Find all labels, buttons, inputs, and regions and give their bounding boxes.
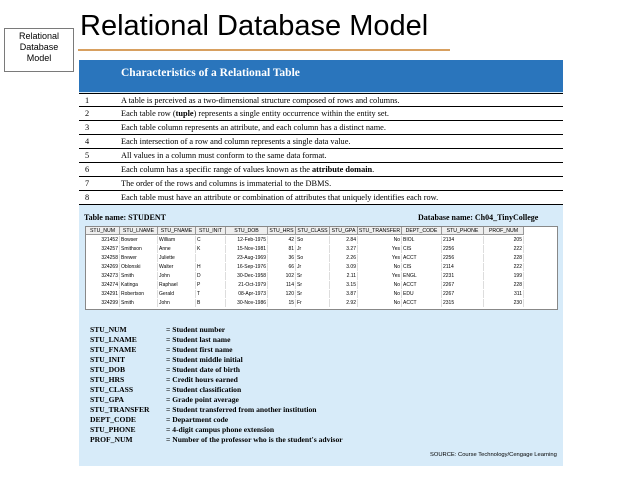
table-cell: 2114 (442, 263, 484, 271)
table-cell: No (358, 299, 402, 307)
table-cell: No (358, 281, 402, 289)
table-column-header: STU_NUM (86, 227, 120, 235)
table-cell: Bowser (120, 236, 158, 244)
legend-key: STU_FNAME (90, 345, 137, 354)
table-cell: 2256 (442, 245, 484, 253)
table-cell: Yes (358, 254, 402, 262)
table-column-header: STU_LNAME (120, 227, 158, 235)
characteristic-number: 5 (85, 151, 90, 160)
table-cell: 2.26 (330, 254, 358, 262)
bold-term: tuple (175, 109, 194, 118)
table-cell: No (358, 290, 402, 298)
table-cell: 30-Nov-1986 (226, 299, 268, 307)
table-cell: ACCT (402, 254, 442, 262)
table-cell: 36 (268, 254, 296, 262)
section-label-box (4, 28, 74, 72)
table-cell: Katinga (120, 281, 158, 289)
characteristic-text: Each table column represents an attribute, and each column has a distinct name. (121, 123, 386, 132)
characteristic-number: 8 (85, 193, 90, 202)
table-column-header: DEPT_CODE (402, 227, 442, 235)
characteristic-number: 1 (85, 96, 90, 105)
table-name-label: Table name: STUDENT (84, 213, 166, 222)
table-cell: 08-Apr-1973 (226, 290, 268, 298)
legend-row (90, 415, 510, 425)
table-cell: Fr (296, 299, 330, 307)
table-cell: Brewer (120, 254, 158, 262)
legend-key: STU_LNAME (90, 335, 137, 344)
legend-row (90, 395, 510, 405)
section-label-line: Relational (18, 31, 60, 41)
legend-value: = Student first name (166, 345, 233, 354)
characteristic-row (79, 135, 563, 149)
table-cell: 15-Nov-1981 (226, 245, 268, 253)
legend-value: = Number of the professor who is the student's advisor (166, 435, 343, 444)
table-cell: B (196, 299, 226, 307)
student-table (85, 226, 558, 310)
characteristic-number: 4 (85, 137, 90, 146)
legend-key: STU_CLASS (90, 385, 134, 394)
table-cell: Smith (120, 272, 158, 280)
characteristic-row (79, 149, 563, 163)
table-cell: 3.27 (330, 245, 358, 253)
table-cell: No (358, 236, 402, 244)
table-cell: P (196, 281, 226, 289)
legend-key: STU_NUM (90, 325, 127, 334)
characteristic-text: Each intersection of a row and column represents a single data value. (121, 137, 351, 146)
section-label-line: Database (19, 42, 59, 52)
table-cell: Jr (296, 245, 330, 253)
table-cell: 311 (484, 290, 524, 298)
table-cell: 324258 (86, 254, 120, 262)
table-cell: So (296, 254, 330, 262)
table-column-header: STU_PHONE (442, 227, 484, 235)
text-run: Each column has a specific range of values known as the (121, 165, 312, 174)
table-cell: 16-Sep-1976 (226, 263, 268, 271)
table-cell: CIS (402, 263, 442, 271)
title-underline (78, 49, 450, 51)
table-cell: 324299 (86, 299, 120, 307)
table-cell: Jr (296, 263, 330, 271)
characteristic-number: 2 (85, 109, 90, 118)
table-cell: 2.11 (330, 272, 358, 280)
section-label-line: Model (26, 53, 52, 63)
table-cell (196, 254, 226, 262)
text-run: Each table row ( (121, 109, 176, 118)
characteristic-row (79, 191, 563, 205)
table-cell: 2134 (442, 236, 484, 244)
legend-value: = Student date of birth (166, 365, 240, 374)
legend-key: STU_DOB (90, 365, 126, 374)
characteristic-row (79, 93, 563, 107)
legend-row (90, 335, 510, 345)
characteristic-number: 3 (85, 123, 90, 132)
legend-row (90, 425, 510, 435)
table-cell: 321452 (86, 236, 120, 244)
table-cell: Yes (358, 245, 402, 253)
table-column-header: STU_HRS (268, 227, 296, 235)
legend-row (90, 345, 510, 355)
table-cell: John (158, 272, 196, 280)
table-cell: Robertson (120, 290, 158, 298)
table-cell: 23-Aug-1969 (226, 254, 268, 262)
table-column-header: STU_GPA (330, 227, 358, 235)
characteristic-text: All values in a column must conform to the same data format. (121, 151, 327, 160)
table-cell: 228 (484, 281, 524, 289)
table-cell: Sr (296, 281, 330, 289)
characteristic-text (121, 107, 389, 120)
table-cell: Yes (358, 272, 402, 280)
table-cell: 42 (268, 236, 296, 244)
table-column-header: STU_FNAME (158, 227, 196, 235)
table-cell: Raphael (158, 281, 196, 289)
table-cell: 2231 (442, 272, 484, 280)
legend-value: = Student transferred from another institution (166, 405, 317, 414)
table-cell: Sr (296, 272, 330, 280)
legend-key: STU_GPA (90, 395, 125, 404)
table-cell: EDU (402, 290, 442, 298)
table-cell: ENGL (402, 272, 442, 280)
table-cell: 3.15 (330, 281, 358, 289)
slide-title: Relational Database Model (80, 10, 429, 42)
legend-key: STU_TRANSFER (90, 405, 150, 414)
legend-row (90, 435, 510, 445)
table-cell: Gerald (158, 290, 196, 298)
characteristic-row (79, 107, 563, 121)
legend-key: STU_INIT (90, 355, 126, 364)
characteristic-text (121, 163, 374, 176)
table-cell: 3.09 (330, 263, 358, 271)
table-cell: 2256 (442, 254, 484, 262)
legend-value: = Department code (166, 415, 229, 424)
table-cell: 3.87 (330, 290, 358, 298)
table-column-header: STU_TRANSFER (358, 228, 401, 234)
table-cell: D (196, 272, 226, 280)
legend-row (90, 325, 510, 335)
table-cell: Smith (120, 299, 158, 307)
table-cell: John (158, 299, 196, 307)
legend-key: STU_HRS (90, 375, 125, 384)
table-cell: ACCT (402, 281, 442, 289)
table-cell: 222 (484, 245, 524, 253)
bold-term: attribute domain (312, 165, 373, 174)
characteristic-text: Each table must have an attribute or combination of attributes that uniquely identifies each row. (121, 193, 439, 202)
text-run: . (372, 165, 375, 174)
table-cell: 2.92 (330, 299, 358, 307)
legend-value: = Student last name (166, 335, 231, 344)
legend-key: STU_PHONE (90, 425, 136, 434)
legend-value: = Student classification (166, 385, 242, 394)
legend-value: = Grade point average (166, 395, 239, 404)
table-cell: 205 (484, 236, 524, 244)
table-cell: ACCT (402, 299, 442, 307)
table-cell: 324257 (86, 245, 120, 253)
table-cell: So (296, 236, 330, 244)
database-name-label: Database name: Ch04_TinyCollege (418, 213, 539, 222)
table-cell: William (158, 236, 196, 244)
characteristic-row (79, 163, 563, 177)
panel-header-title: Characteristics of a Relational Table (121, 67, 300, 79)
table-cell: 2315 (442, 299, 484, 307)
characteristic-row (79, 177, 563, 191)
table-cell: Juliette (158, 254, 196, 262)
legend-key: DEPT_CODE (90, 415, 136, 424)
legend-row (90, 385, 510, 395)
table-cell: 199 (484, 272, 524, 280)
table-cell: 15 (268, 299, 296, 307)
table-cell: Oblonski (120, 263, 158, 271)
legend-row (90, 375, 510, 385)
table-cell: 228 (484, 254, 524, 262)
table-cell: 66 (268, 263, 296, 271)
table-cell: 324291 (86, 290, 120, 298)
source-credit: SOURCE: Course Technology/Cengage Learning (430, 452, 557, 458)
characteristics-table (79, 93, 563, 205)
legend-row (90, 365, 510, 375)
legend-value: = 4-digit campus phone extension (166, 425, 275, 434)
table-cell: No (358, 263, 402, 271)
table-cell: 2.84 (330, 236, 358, 244)
table-cell: Sr (296, 290, 330, 298)
table-cell: C (196, 236, 226, 244)
table-column-header: PROF_NUM (484, 227, 524, 235)
table-cell: T (196, 290, 226, 298)
table-column-header: STU_INIT (196, 227, 226, 235)
table-column-header: STU_DOB (226, 227, 268, 235)
table-cell: BIOL (402, 236, 442, 244)
table-cell: 12-Feb-1975 (226, 236, 268, 244)
legend-row (90, 355, 510, 365)
table-cell: 324273 (86, 272, 120, 280)
table-column-header: STU_CLASS (296, 227, 330, 235)
table-cell: Anne (158, 245, 196, 253)
characteristic-text: The order of the rows and columns is immaterial to the DBMS. (121, 179, 332, 188)
characteristic-number: 6 (85, 165, 90, 174)
legend-row (90, 405, 510, 415)
table-cell: 102 (268, 272, 296, 280)
legend-value: = Student middle initial (166, 355, 243, 364)
panel-header (79, 60, 563, 92)
characteristic-text: A table is perceived as a two-dimensional structure composed of rows and columns. (121, 96, 400, 105)
table-cell: K (196, 245, 226, 253)
table-cell: 2267 (442, 290, 484, 298)
legend-value: = Student number (166, 325, 226, 334)
table-cell: Walter (158, 263, 196, 271)
characteristic-row (79, 121, 563, 135)
text-run: ) represents a single entity occurrence within the entity set. (193, 109, 389, 118)
table-cell: CIS (402, 245, 442, 253)
table-cell: 81 (268, 245, 296, 253)
characteristic-number: 7 (85, 179, 90, 188)
table-cell: 230 (484, 299, 524, 307)
legend-key: PROF_NUM (90, 435, 133, 444)
table-cell: 120 (268, 290, 296, 298)
table-cell: 21-Oct-1979 (226, 281, 268, 289)
table-cell: 324269 (86, 263, 120, 271)
table-cell: Smithson (120, 245, 158, 253)
table-cell: 222 (484, 263, 524, 271)
table-cell: 114 (268, 281, 296, 289)
table-cell: 30-Dec-1958 (226, 272, 268, 280)
table-cell: 2267 (442, 281, 484, 289)
legend-value: = Credit hours earned (166, 375, 238, 384)
table-cell: 324274 (86, 281, 120, 289)
table-cell: H (196, 263, 226, 271)
